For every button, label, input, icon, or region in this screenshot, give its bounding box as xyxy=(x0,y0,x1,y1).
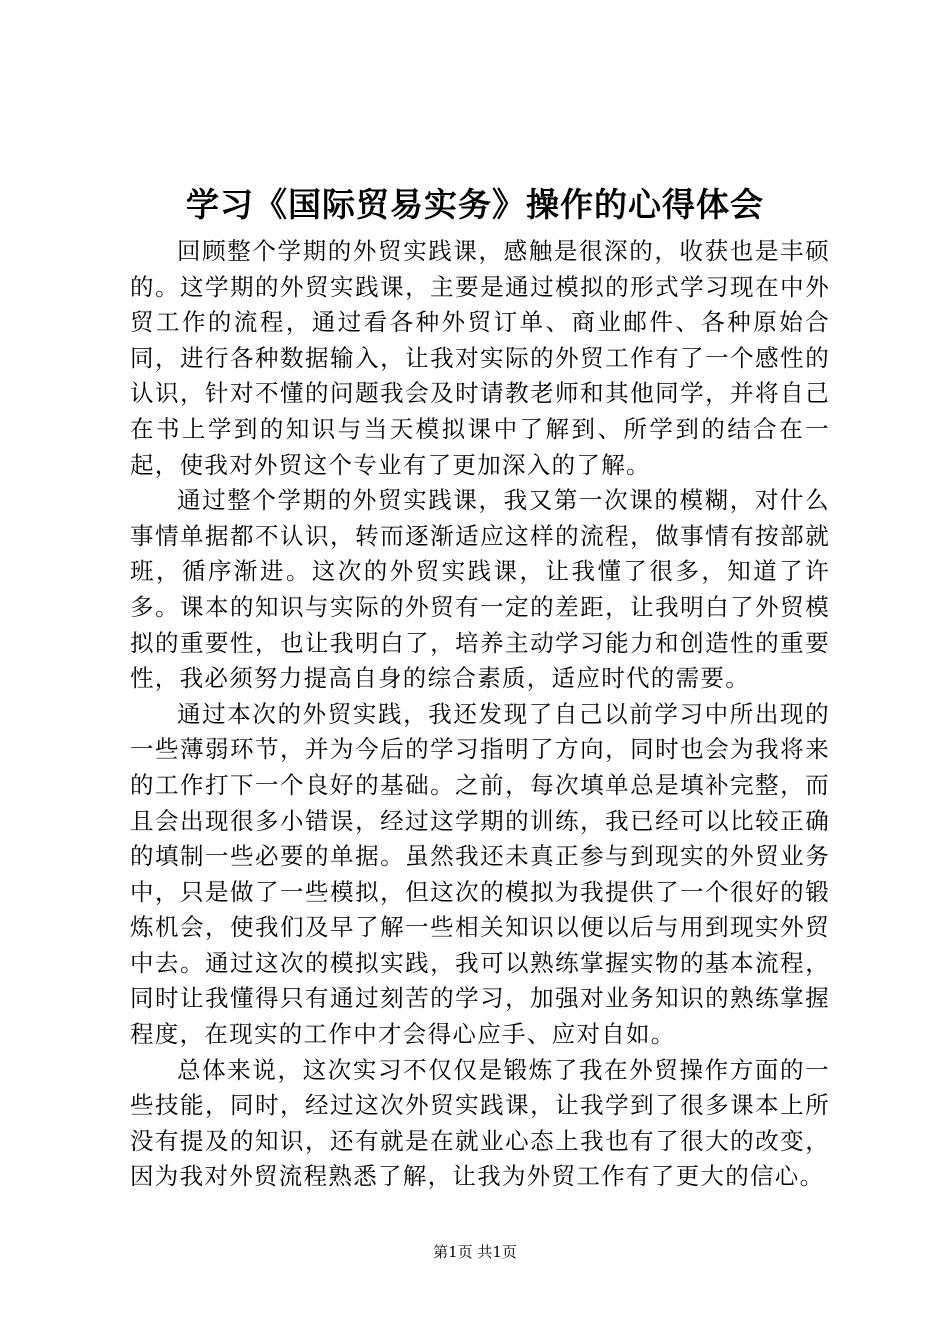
paragraph-2: 通过整个学期的外贸实践课，我又第一次课的模糊，对什么事情单据都不认识，转而逐渐适应这样的流程，做事情有按部就班，循序渐进。这次的外贸实践课，让我懂了很多，知道了许多。课本的知识与实际的外贸有一定的差距，让我明白了外贸模拟的重要性，也让我明白了，培养主动学习能力和创造性的重要性，我必须努力提高自身的综合素质，适应时代的需要。 xyxy=(130,486,830,693)
paragraph-3: 通过本次的外贸实践，我还发现了自己以前学习中所出现的一些薄弱环节，并为今后的学习指明了方向，同时也会为我将来的工作打下一个良好的基础。之前，每次填单总是填补完整，而且会出现很多小错误，经过这学期的训练，我已经可以比较正确的填制一些必要的单据。虽然我还未真正参与到现实的外贸业务中，只是做了一些模拟，但这次的模拟为我提供了一个很好的锻炼机会，使我们及早了解一些相关知识以便以后与用到现实外贸中去。通过这次的模拟实践，我可以熟练掌握实物的基本流程，同时让我懂得只有通过刻苦的学习，加强对业务知识的熟练掌握程度，在现实的工作中才会得心应手、应对自如。 xyxy=(130,699,830,1049)
paragraph-1: 回顾整个学期的外贸实践课，感触是很深的，收获也是丰硕的。这学期的外贸实践课，主要是通过模拟的形式学习现在中外贸工作的流程，通过看各种外贸订单、商业邮件、各种原始合同，进行各种数据输入，让我对实际的外贸工作有了一个感性的认识，针对不懂的问题我会及时请教老师和其他同学，并将自己在书上学到的知识与当天模拟课中了解到、所学到的结合在一起，使我对外贸这个专业有了更加深入的了解。 xyxy=(130,237,830,479)
document-body xyxy=(130,234,830,1195)
paragraph-4: 总体来说，这次实习不仅仅是锻炼了我在外贸操作方面的一些技能，同时，经过这次外贸实践课，让我学到了很多课本上所没有提及的知识，还有就是在就业心态上我也有了很大的改变，因为我对外贸流程熟悉了解，让我为外贸工作有了更大的信心。 xyxy=(130,1055,830,1191)
document-title: 学习《国际贸易实务》操作的心得体会 xyxy=(186,185,764,224)
page-number-footer: 第1页 共1页 xyxy=(433,1243,517,1261)
